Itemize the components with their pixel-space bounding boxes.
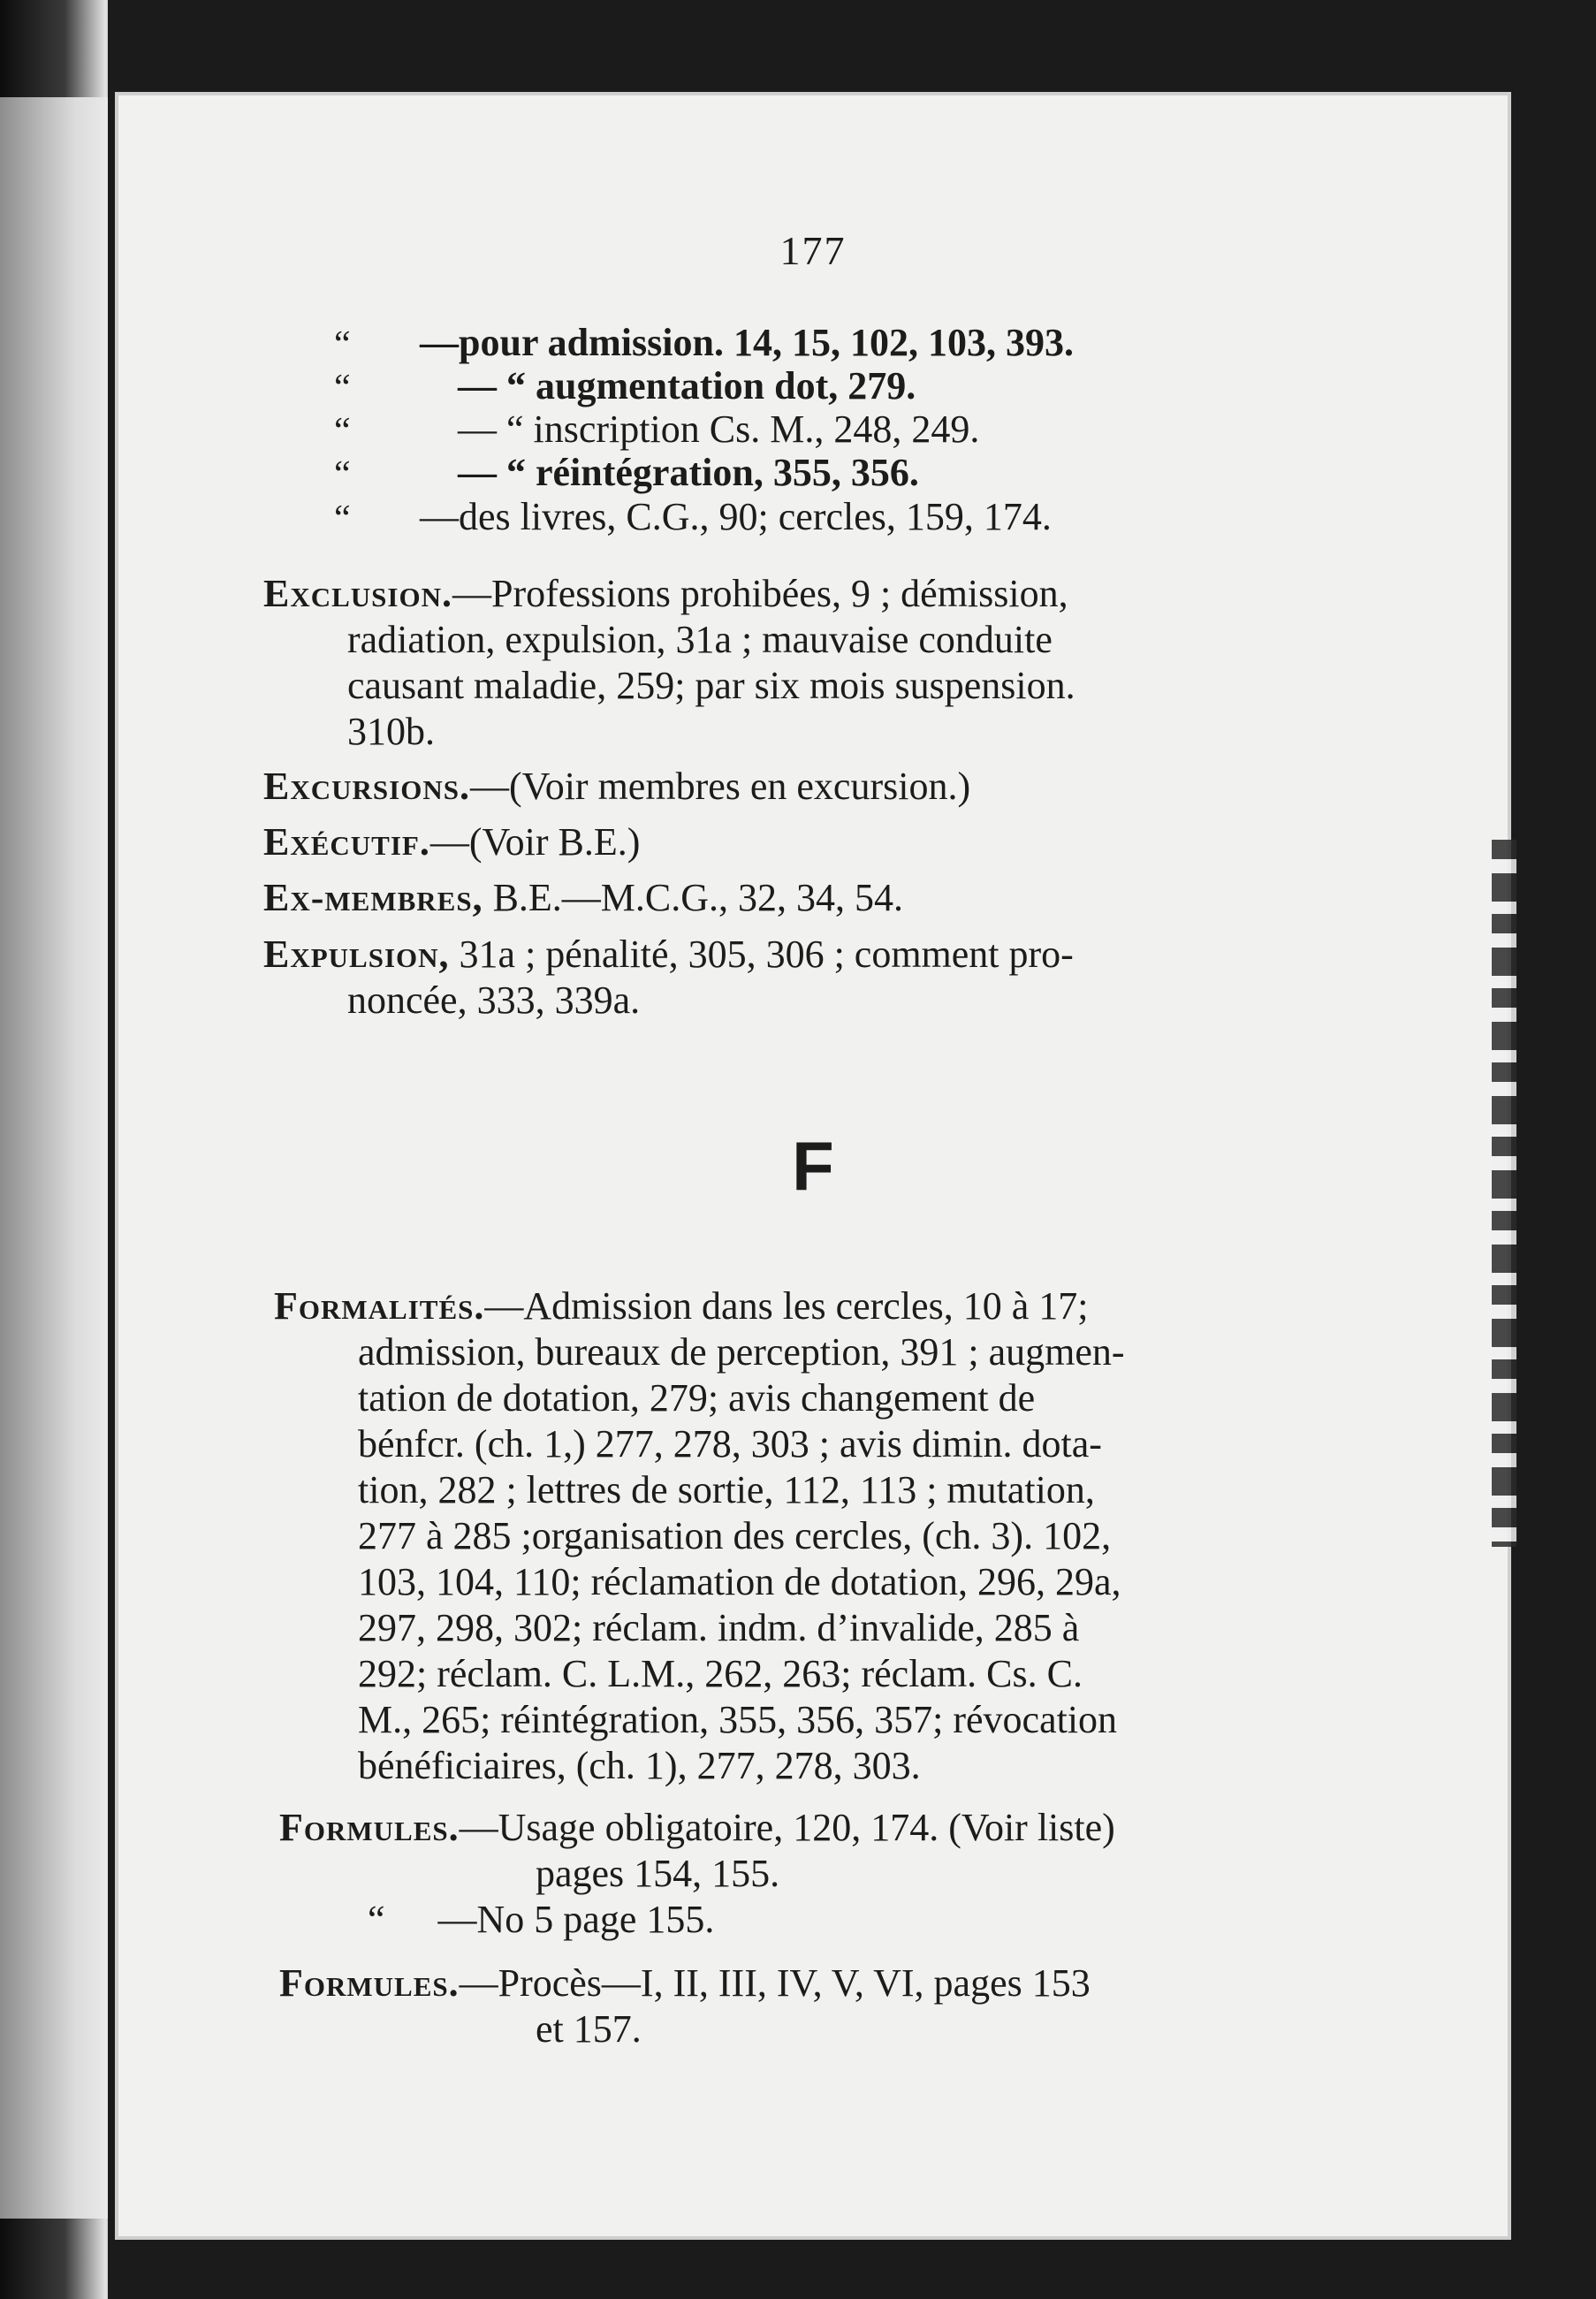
index-entry-ex-membres	[263, 875, 903, 921]
page-edge-marks	[1492, 840, 1516, 1547]
entry-text: —Procès—I, II, III, IV, V, VI, pages 153	[459, 1961, 1091, 2005]
ditto-mark: “	[334, 368, 351, 408]
entry-line: —des livres, C.G., 90; cercles, 159, 174.	[420, 495, 1052, 538]
page-number: 177	[779, 228, 847, 273]
entry-head: Exécutif.	[263, 820, 430, 864]
entry-text: 31a ; pénalité, 305, 306 ; comment pro-	[459, 933, 1074, 976]
entry-text: —Admission dans les cercles, 10 à 17;	[484, 1284, 1089, 1328]
entry-text: —(Voir membres en excursion.)	[469, 765, 971, 808]
ditto-mark: “	[334, 454, 351, 495]
entry-text: 292; réclam. C. L.M., 262, 263; réclam. Cs. C.	[358, 1652, 1083, 1695]
entry-text: tion, 282 ; lettres de sortie, 112, 113 ; mutation,	[358, 1468, 1095, 1511]
entry-text: causant maladie, 259; par six mois suspension.	[347, 664, 1075, 707]
entry-text: 277 à 285 ;organisation des cercles, (ch. 3). 102,	[358, 1514, 1112, 1557]
index-entry-executif	[263, 819, 640, 865]
entry-text: —Professions prohibées, 9 ; démission,	[452, 572, 1068, 615]
entry-head: Formules.	[279, 1961, 460, 2005]
entry-text: et 157.	[536, 2007, 642, 2051]
entry-text: 297, 298, 302; réclam. indm. d’invalide, 285 à	[358, 1606, 1080, 1649]
entry-line: —pour admission. 14, 15, 102, 103, 393.	[420, 321, 1074, 364]
entry-text: —Usage obligatoire, 120, 174. (Voir liste)	[459, 1806, 1115, 1849]
entry-text: bénfcr. (ch. 1,) 277, 278, 303 ; avis dimin. dota-	[358, 1422, 1102, 1465]
entry-head: Expulsion,	[263, 933, 450, 976]
entry-line: — “ augmentation dot, 279.	[458, 364, 916, 407]
index-entry-excursions	[263, 764, 970, 810]
entry-line: — “ inscription Cs. M., 248, 249.	[458, 407, 980, 451]
entry-head: Excursions.	[263, 765, 470, 808]
index-entry-formules	[279, 1805, 1499, 1943]
section-letter: F	[792, 1127, 834, 1205]
entry-text: pages 154, 155.	[536, 1852, 780, 1895]
index-entry-formalites	[274, 1283, 1493, 1789]
entry-text: B.E.—M.C.G., 32, 34, 54.	[492, 876, 904, 919]
entry-text: M., 265; réintégration, 355, 356, 357; révocation	[358, 1698, 1118, 1741]
ditto-mark: “	[334, 324, 351, 365]
entry-head: Exclusion.	[263, 572, 452, 615]
index-entry-formules-proces	[279, 1960, 1499, 2052]
ditto-mark: “	[334, 499, 351, 539]
index-entry-exclusion	[263, 571, 1483, 755]
entry-text: tation de dotation, 279; avis changement de	[358, 1376, 1036, 1420]
facing-page-edge	[0, 97, 108, 2219]
index-entry-expulsion	[263, 932, 1483, 1024]
book-page	[115, 92, 1511, 2240]
entry-line: — “ réintégration, 355, 356.	[458, 451, 919, 494]
entry-text: radiation, expulsion, 31a ; mauvaise conduite	[347, 618, 1053, 661]
entry-head: Formalités.	[274, 1284, 485, 1328]
entry-text: noncée, 333, 339a.	[347, 978, 641, 1022]
entry-head: Formules.	[279, 1806, 460, 1849]
ditto-mark: “	[334, 411, 351, 452]
entry-text: —(Voir B.E.)	[429, 820, 641, 864]
entry-text: admission, bureaux de perception, 391 ; augmen-	[358, 1330, 1125, 1374]
entry-text: —No 5 page 155.	[437, 1898, 715, 1941]
entry-text: bénéficiaires, (ch. 1), 277, 278, 303.	[358, 1744, 921, 1787]
entry-text: 310b.	[347, 710, 435, 753]
entry-head: Ex-membres,	[263, 876, 483, 919]
entry-text: 103, 104, 110; réclamation de dotation, 296, 29a,	[358, 1560, 1121, 1603]
ditto-mark: “	[368, 1898, 385, 1941]
